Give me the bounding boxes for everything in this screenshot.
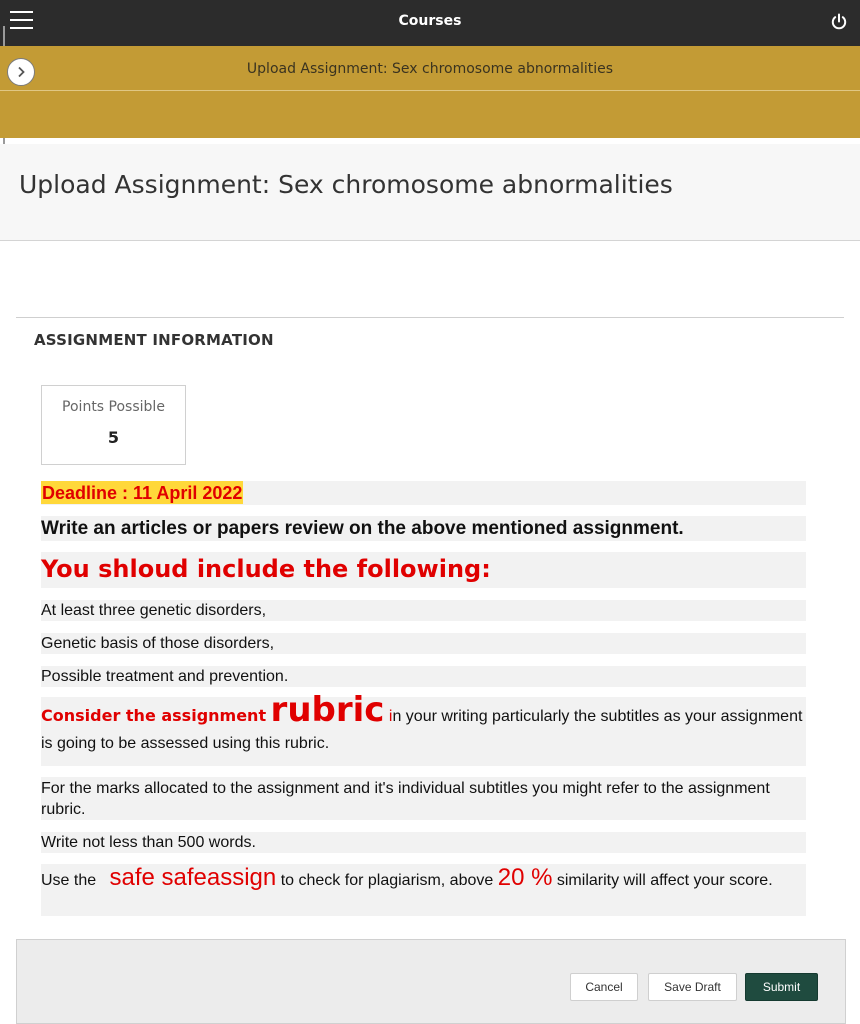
- use-the-text: Use the: [41, 872, 97, 889]
- requirement-item: Possible treatment and prevention.: [41, 666, 806, 687]
- rubric-i-letter: i: [388, 708, 393, 725]
- points-possible-label: Points Possible: [62, 399, 165, 415]
- marks-instruction: For the marks allocated to the assignment and it's individual subtitles you might refer to the assignment rubric.: [41, 777, 806, 820]
- page-header: [0, 144, 860, 241]
- points-possible-value: 5: [107, 428, 120, 447]
- breadcrumb-band: [0, 46, 860, 138]
- rubric-word: rubric: [270, 690, 385, 730]
- section-divider: [16, 317, 844, 318]
- cancel-button[interactable]: Cancel: [570, 973, 638, 1001]
- deadline-row: [41, 481, 806, 505]
- rubric-rest-text: n your writing particularly the subtitles as your assignment is going to be assessed using this rubric.: [41, 708, 803, 752]
- write-instruction: Write an articles or papers review on the above mentioned assignment.: [41, 516, 806, 541]
- safeassign-instruction: [41, 864, 806, 916]
- include-heading: You shloud include the following:: [41, 552, 806, 588]
- power-icon[interactable]: [830, 13, 848, 31]
- assignment-info-heading: ASSIGNMENT INFORMATION: [34, 331, 274, 349]
- topbar-title: Courses: [398, 13, 462, 29]
- similarity-percent: 20 %: [497, 864, 553, 891]
- plagiarism-text: to check for plagiarism, above: [280, 872, 494, 889]
- word-count-instruction: Write not less than 500 words.: [41, 832, 806, 853]
- page-title: Upload Assignment: Sex chromosome abnormalities: [19, 170, 673, 199]
- submit-button[interactable]: Submit: [745, 973, 818, 1001]
- rubric-instruction: [41, 690, 806, 766]
- breadcrumb-divider: [0, 90, 860, 91]
- points-possible-box: [41, 385, 186, 465]
- similarity-text: similarity will affect your score.: [556, 872, 773, 889]
- save-draft-button[interactable]: Save Draft: [648, 973, 737, 1001]
- deadline-text: Deadline : 11 April 2022: [42, 483, 243, 503]
- requirement-item: Genetic basis of those disorders,: [41, 633, 806, 654]
- safeassign-text: safe safeassign: [109, 864, 277, 891]
- submission-footer: [16, 939, 846, 1024]
- breadcrumb-title: Upload Assignment: Sex chromosome abnormalities: [246, 61, 614, 77]
- requirement-item: At least three genetic disorders,: [41, 600, 806, 621]
- rubric-consider-text: Consider the assignment: [41, 706, 267, 725]
- top-bar: [0, 0, 860, 46]
